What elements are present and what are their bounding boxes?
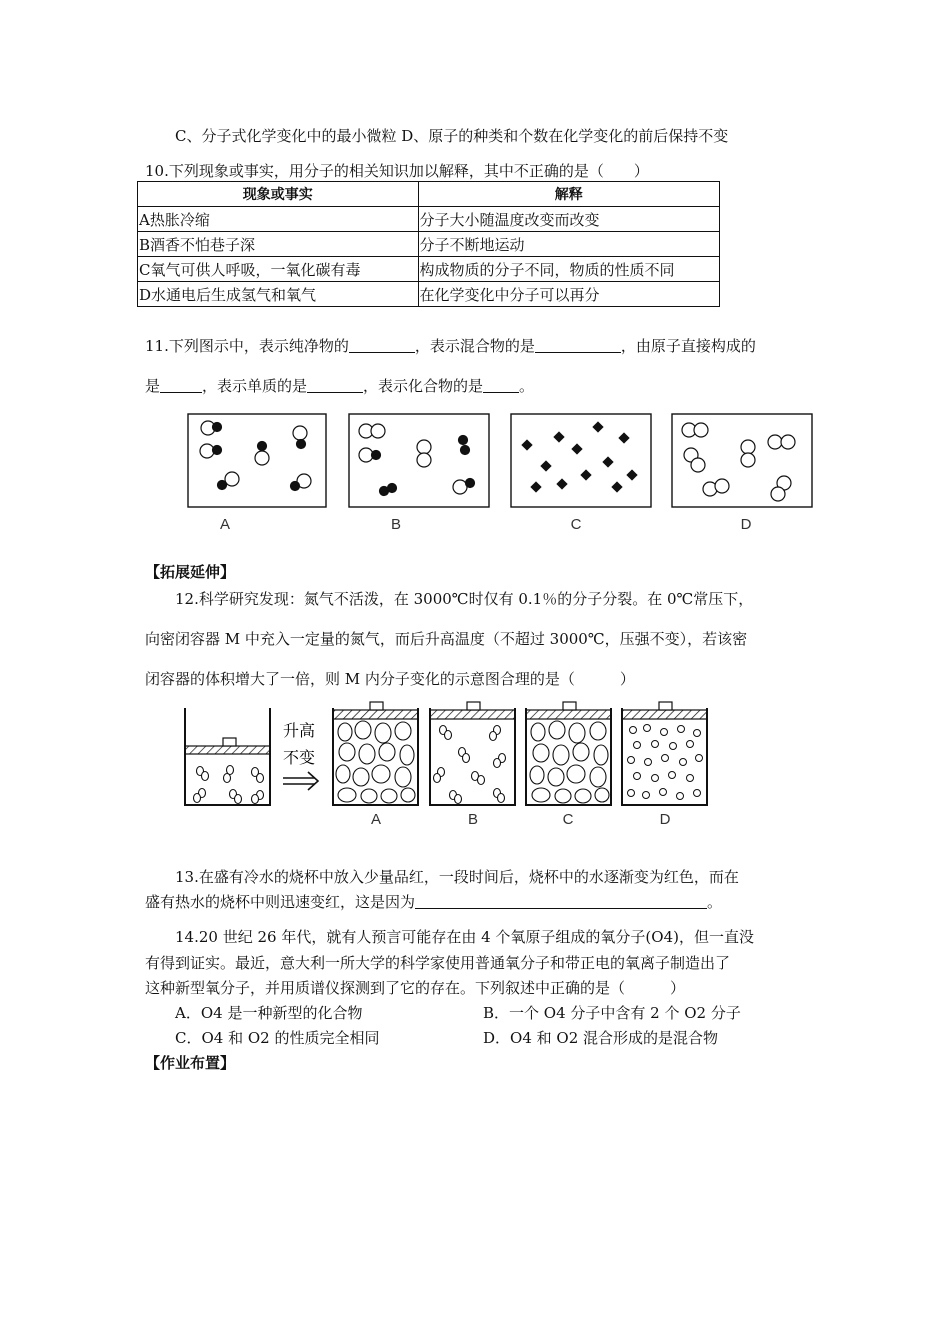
row-fact: 氧气可供人呼吸，一氧化碳有毒 [150, 260, 361, 279]
arrow-text-top: 升高 [282, 721, 316, 740]
row-label: C [139, 260, 151, 279]
q11-label-d: D [740, 516, 752, 533]
q12-figure [175, 700, 720, 835]
q11-text: 11.下列图示中，表示纯净物的 [145, 337, 349, 355]
q12-label-c: C [562, 811, 574, 828]
row-label: B [139, 235, 151, 254]
section-extend: 【拓展延伸】 [145, 563, 236, 581]
q11-label-a: A [219, 516, 231, 533]
q14-option-d: D．O4 和 O2 混合形成的是混合物 [483, 1029, 719, 1047]
section-homework: 【作业布置】 [145, 1054, 236, 1072]
row-label: A [139, 210, 150, 229]
answer-blank[interactable] [483, 377, 519, 393]
row-fact: 水通电后生成氢气和氧气 [151, 285, 317, 304]
q12-label-a: A [370, 811, 382, 828]
table-row [138, 232, 720, 257]
q13-line2 [145, 891, 722, 912]
row-fact: 热胀冷缩 [149, 210, 210, 229]
q12-line1: 12.科学研究发现：氮气不活泼，在 3000℃时仅有 0.1％的分子分裂。在 0℃常压下， [175, 590, 754, 608]
q11-label-c: C [570, 516, 582, 533]
table-row [138, 282, 720, 307]
q14-option-c: C．O4 和 O2 的性质完全相同 [175, 1029, 380, 1047]
q11-line2 [145, 375, 534, 396]
q11-text: ，表示单质的是 [202, 377, 308, 395]
q9-options-line: C、分子式化学变化中的最小微粒 D、原子的种类和个数在化学变化的前后保持不变 [175, 127, 729, 145]
q11-figure [180, 405, 820, 535]
table-row [138, 207, 720, 232]
answer-blank[interactable] [415, 893, 707, 909]
arrow-text-bottom: 不变 [282, 748, 316, 767]
table-row [138, 257, 720, 282]
q11-text: 。 [519, 377, 535, 395]
answer-blank[interactable] [349, 337, 415, 353]
q11-text: 是 [145, 377, 161, 395]
q10-header-explain: 解释 [418, 182, 719, 207]
q10-stem: 10.下列现象或事实，用分子的相关知识加以解释，其中不正确的是（ ） [145, 162, 649, 180]
q14-option-b: B．一个 O4 分子中含有 2 个 O2 分子 [483, 1004, 741, 1022]
right-arrow-icon [283, 772, 318, 790]
q12-label-b: B [467, 811, 479, 828]
q10-header-fact: 现象或事实 [138, 182, 419, 207]
row-explain: 分子不断地运动 [418, 232, 719, 257]
q13-text: 盛有热水的烧杯中则迅速变红，这是因为 [145, 893, 416, 911]
answer-blank[interactable] [535, 337, 621, 353]
q14-line2: 有得到证实。最近，意大利一所大学的科学家使用普通氧分子和带正电的氧离子制造出了 [145, 954, 731, 972]
row-explain: 构成物质的分子不同，物质的性质不同 [418, 257, 719, 282]
row-explain: 分子大小随温度改变而改变 [418, 207, 719, 232]
q10-table [137, 181, 720, 307]
answer-blank[interactable] [307, 377, 363, 393]
q12-line3: 闭容器的体积增大了一倍，则 M 内分子变化的示意图合理的是（ ） [145, 670, 635, 688]
row-fact: 酒香不怕巷子深 [150, 235, 256, 254]
row-label: D [139, 285, 152, 304]
q13-text: 。 [707, 893, 723, 911]
q11-text: ，表示混合物的是 [414, 337, 535, 355]
q14-option-a: A．O4 是一种新型的化合物 [175, 1004, 363, 1022]
q11-label-b: B [390, 516, 402, 533]
row-explain: 在化学变化中分子可以再分 [418, 282, 719, 307]
q11-text: ，表示化合物的是 [363, 377, 484, 395]
q14-line1: 14.20 世纪 26 年代，就有人预言可能存在由 4 个氧原子组成的氧分子(O4)，但一直没 [175, 928, 754, 946]
q13-line1: 13.在盛有冷水的烧杯中放入少量品红，一段时间后，烧杯中的水逐渐变为红色，而在 [175, 868, 739, 886]
q14-line3: 这种新型氧分子，并用质谱仪探测到了它的存在。下列叙述中正确的是（ ） [145, 979, 686, 997]
q11-line1 [145, 335, 756, 356]
q11-text: ，由原子直接构成的 [620, 337, 756, 355]
answer-blank[interactable] [160, 377, 202, 393]
q12-line2: 向密闭容器 M 中充入一定量的氮气，而后升高温度（不超过 3000℃，压强不变），若该密 [145, 630, 748, 648]
q12-label-d: D [659, 811, 671, 828]
box-c [511, 414, 651, 507]
